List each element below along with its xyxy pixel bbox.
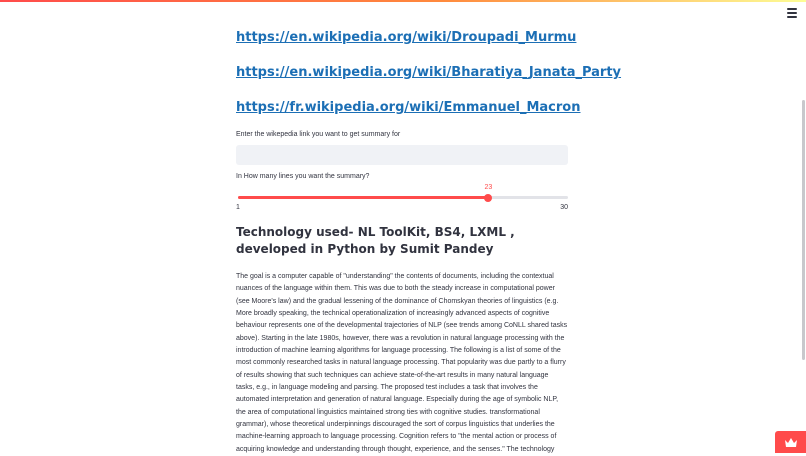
- top-decoration-bar: [0, 0, 806, 2]
- main-menu-button[interactable]: [784, 6, 800, 20]
- slider-fill: [238, 196, 488, 199]
- summary-text: The goal is a computer capable of "understanding" the contents of documents, including the contextual nuances of the language within them. This was due to both the steady increase in computational power (see Moore's law) and the gradual lessening of the dominance of Chomskyan theories of linguistics (e.g. More broadly speaking, the technical operationalization of increasingly advanced aspects of cognitive behaviour represents one of the developmental trajectories of NLP (see trends among CoNLL shared tasks above). Starting in the late 1980s, however, there was a revolution in natural language processing with the introduction of machine learning algorithms for language processing. The following is a list of some of the most commonly researched tasks in natural language processing. That popularity was due partly to a flurry of results showing that such techniques can achieve state-of-the-art results in many natural language tasks, e.g., in language modeling and parsing. The proposed test includes a task that involves the automated interpretation and generation of natural language. Especially during the age of symbolic NLP, the area of computational linguistics maintained strong ties with cognitive studies. transformational grammar), whose theoretical underpinnings discouraged the sort of corpus linguistics that underlies the machine-learning approach to language processing. Cognition refers to "the mental action or process of acquiring knowledge and understanding through thought, experience, and the senses." The technology: [236, 271, 568, 456]
- technology-heading: Technology used- NL ToolKit, BS4, LXML , developed in Python by Sumit Pandey: [236, 224, 568, 258]
- wiki-url-input[interactable]: [236, 145, 568, 165]
- slider-thumb[interactable]: [484, 194, 492, 202]
- hamburger-menu-icon: [787, 8, 797, 10]
- slider-value-label: 23: [484, 184, 492, 191]
- crown-icon: [785, 438, 797, 447]
- wiki-link-emmanuel-macron[interactable]: https://fr.wikipedia.org/wiki/Emmanuel_Macron: [236, 100, 581, 115]
- slider-min-label: 1: [236, 204, 240, 211]
- wiki-link-droupadi-murmu[interactable]: https://en.wikipedia.org/wiki/Droupadi_Murmu: [236, 30, 576, 45]
- hamburger-menu-icon-line: [787, 12, 797, 14]
- lines-slider-label: In How many lines you want the summary?: [236, 173, 369, 180]
- page-scrollbar[interactable]: [802, 100, 805, 360]
- hamburger-menu-icon-line: [787, 16, 797, 18]
- streamlit-badge[interactable]: [775, 431, 806, 453]
- slider-max-label: 30: [560, 204, 568, 211]
- lines-slider[interactable]: [238, 196, 568, 199]
- url-input-label: Enter the wikepedia link you want to get summary for: [236, 131, 400, 138]
- wiki-link-bharatiya-janata-party[interactable]: https://en.wikipedia.org/wiki/Bharatiya_Janata_Party: [236, 65, 621, 80]
